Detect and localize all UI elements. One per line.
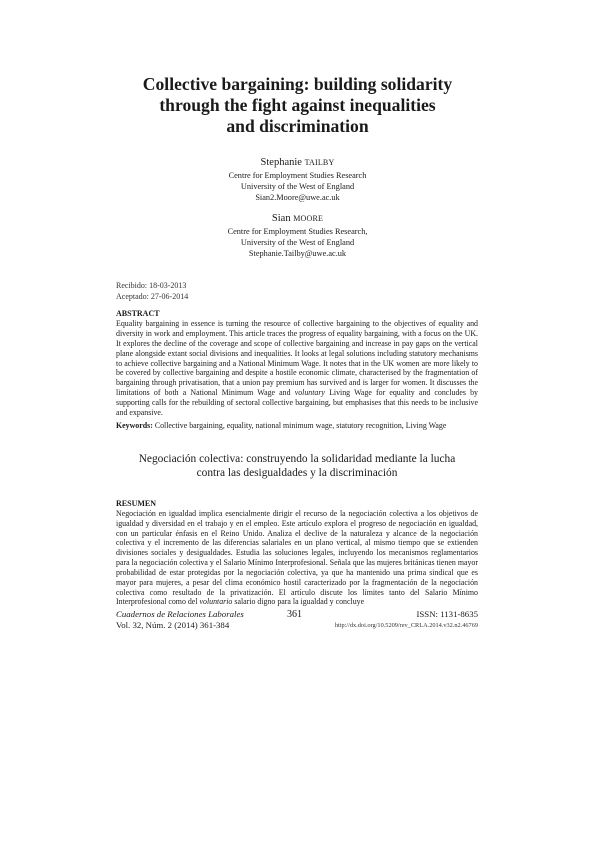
spanish-title bbox=[116, 452, 478, 480]
submission-dates bbox=[116, 280, 188, 302]
abstract-emphasis: voluntary bbox=[294, 388, 325, 398]
abstract-section bbox=[116, 309, 478, 418]
author-affiliation: Centre for Employment Studies Research bbox=[228, 171, 367, 180]
author-surname: TAILBY bbox=[304, 158, 335, 167]
author-given-name: Stephanie bbox=[260, 157, 302, 168]
resumen-section bbox=[116, 499, 478, 607]
abstract-text: Equality bargaining in essence is turning the resource of collective bargaining to the objectives of equality and diversity in work and employment. This article traces the progress of equality bargaining, with a focus on the UK. It explores the decline of the coverage and scope of collective bargaining and increase in pay gaps on the vertical plane alongside extant social divisions and inequalities. It looks at legal solutions including statutory mechanisms to achieve collective bargaining and a National Minimum Wage. It notes that in the UK women are more likely to be covered by collective bargaining and despite a hostile economic climate, characterised by the fragmentation of bargaining through privatisation, that a union pay premium has survived and is larger for women. It discusses the limitations of both a National Minimum Wage and bbox=[116, 318, 478, 398]
author-block-tailby bbox=[140, 156, 455, 203]
author-name bbox=[140, 212, 455, 226]
resumen-text: Negociación en igualdad implica esencialmente dirigir el recurso de la negociación colectiva a los objetivos de igualdad y diversidad en el trabajo y en el empleo. Este artículo explora el progreso de negociación en igualdad, con un particular énfasis en el Reino Unido. Analiza el declive de la naturaleza y alcance de la negociación colectiva y el incremento de las diferencias salariales en un plano vertical, al mismo tiempo que se extienden divisiones sociales y desigualdades. Estudia las soluciones legales, incluyendo los mecanismos reglamentarios para la negociación colectiva y el Salario Mínimo Interprofesional. Señala que las mujeres británicas tienen mayor probabilidad de estar protegidas por la negociación colectiva, ya que ha mantenido una prima sindical que es mayor para mujeres, a pesar del clima económico hostil caracterizado por la fragmentación de la negociación colectiva como resultado de la privatización. El artículo discute los límites tanto del Salario Mínimo Interprofesional como del bbox=[116, 508, 478, 607]
abstract-text-end: Living Wage for equality and concludes by supporting calls for the rebuilding of sectoral collective bargaining, but emphasises that this needs to be inclusive and expansive. bbox=[116, 388, 478, 418]
resumen-emphasis: voluntario bbox=[199, 597, 233, 607]
author-name bbox=[140, 156, 455, 170]
author-email[interactable]: Sian2.Moore@uwe.ac.uk bbox=[255, 193, 340, 202]
author-surname: MOORE bbox=[293, 214, 324, 223]
journal-citation bbox=[116, 609, 244, 631]
doi-link[interactable]: http://dx.doi.org/10.5209/rev_CRLA.2014.v32.n2.46769 bbox=[334, 622, 478, 629]
author-affiliation: University of the West of England bbox=[240, 238, 355, 247]
resumen-heading: RESUMEN bbox=[116, 499, 157, 508]
journal-volume: Vol. 32, Núm. 2 (2014) 361-384 bbox=[116, 620, 230, 630]
issn: ISSN: 1131-8635 bbox=[416, 609, 478, 619]
journal-name: Cuadernos de Relaciones Laborales bbox=[116, 609, 244, 619]
title-line: and discrimination bbox=[226, 116, 369, 136]
abstract-heading: ABSTRACT bbox=[116, 309, 160, 318]
title-line: Collective bargaining: building solidarity bbox=[142, 74, 453, 94]
author-affiliation: University of the West of England bbox=[240, 182, 355, 191]
keywords-line bbox=[116, 421, 478, 431]
author-affiliation: Centre for Employment Studies Research, bbox=[227, 227, 368, 236]
resumen-text-end: salario digno para la igualdad y concluye bbox=[234, 597, 365, 607]
keywords-label: Keywords: bbox=[116, 421, 153, 430]
received-date: Recibido: 18-03-2013 bbox=[116, 281, 187, 290]
page-number: 361 bbox=[287, 609, 302, 620]
spanish-title-line: Negociación colectiva: construyendo la solidaridad mediante la lucha bbox=[138, 453, 456, 465]
author-email[interactable]: Stephanie.Tailby@uwe.ac.uk bbox=[248, 249, 347, 258]
article-title bbox=[100, 74, 495, 137]
keywords-text: Collective bargaining, equality, national minimum wage, statutory recognition, Living Wage bbox=[154, 421, 447, 430]
title-line: through the fight against inequalities bbox=[159, 95, 436, 115]
author-block-moore bbox=[140, 212, 455, 259]
accepted-date: Aceptado: 27-06-2014 bbox=[116, 292, 189, 301]
spanish-title-line: contra las desigualdades y la discriminación bbox=[196, 467, 398, 479]
author-given-name: Sian bbox=[271, 213, 291, 224]
